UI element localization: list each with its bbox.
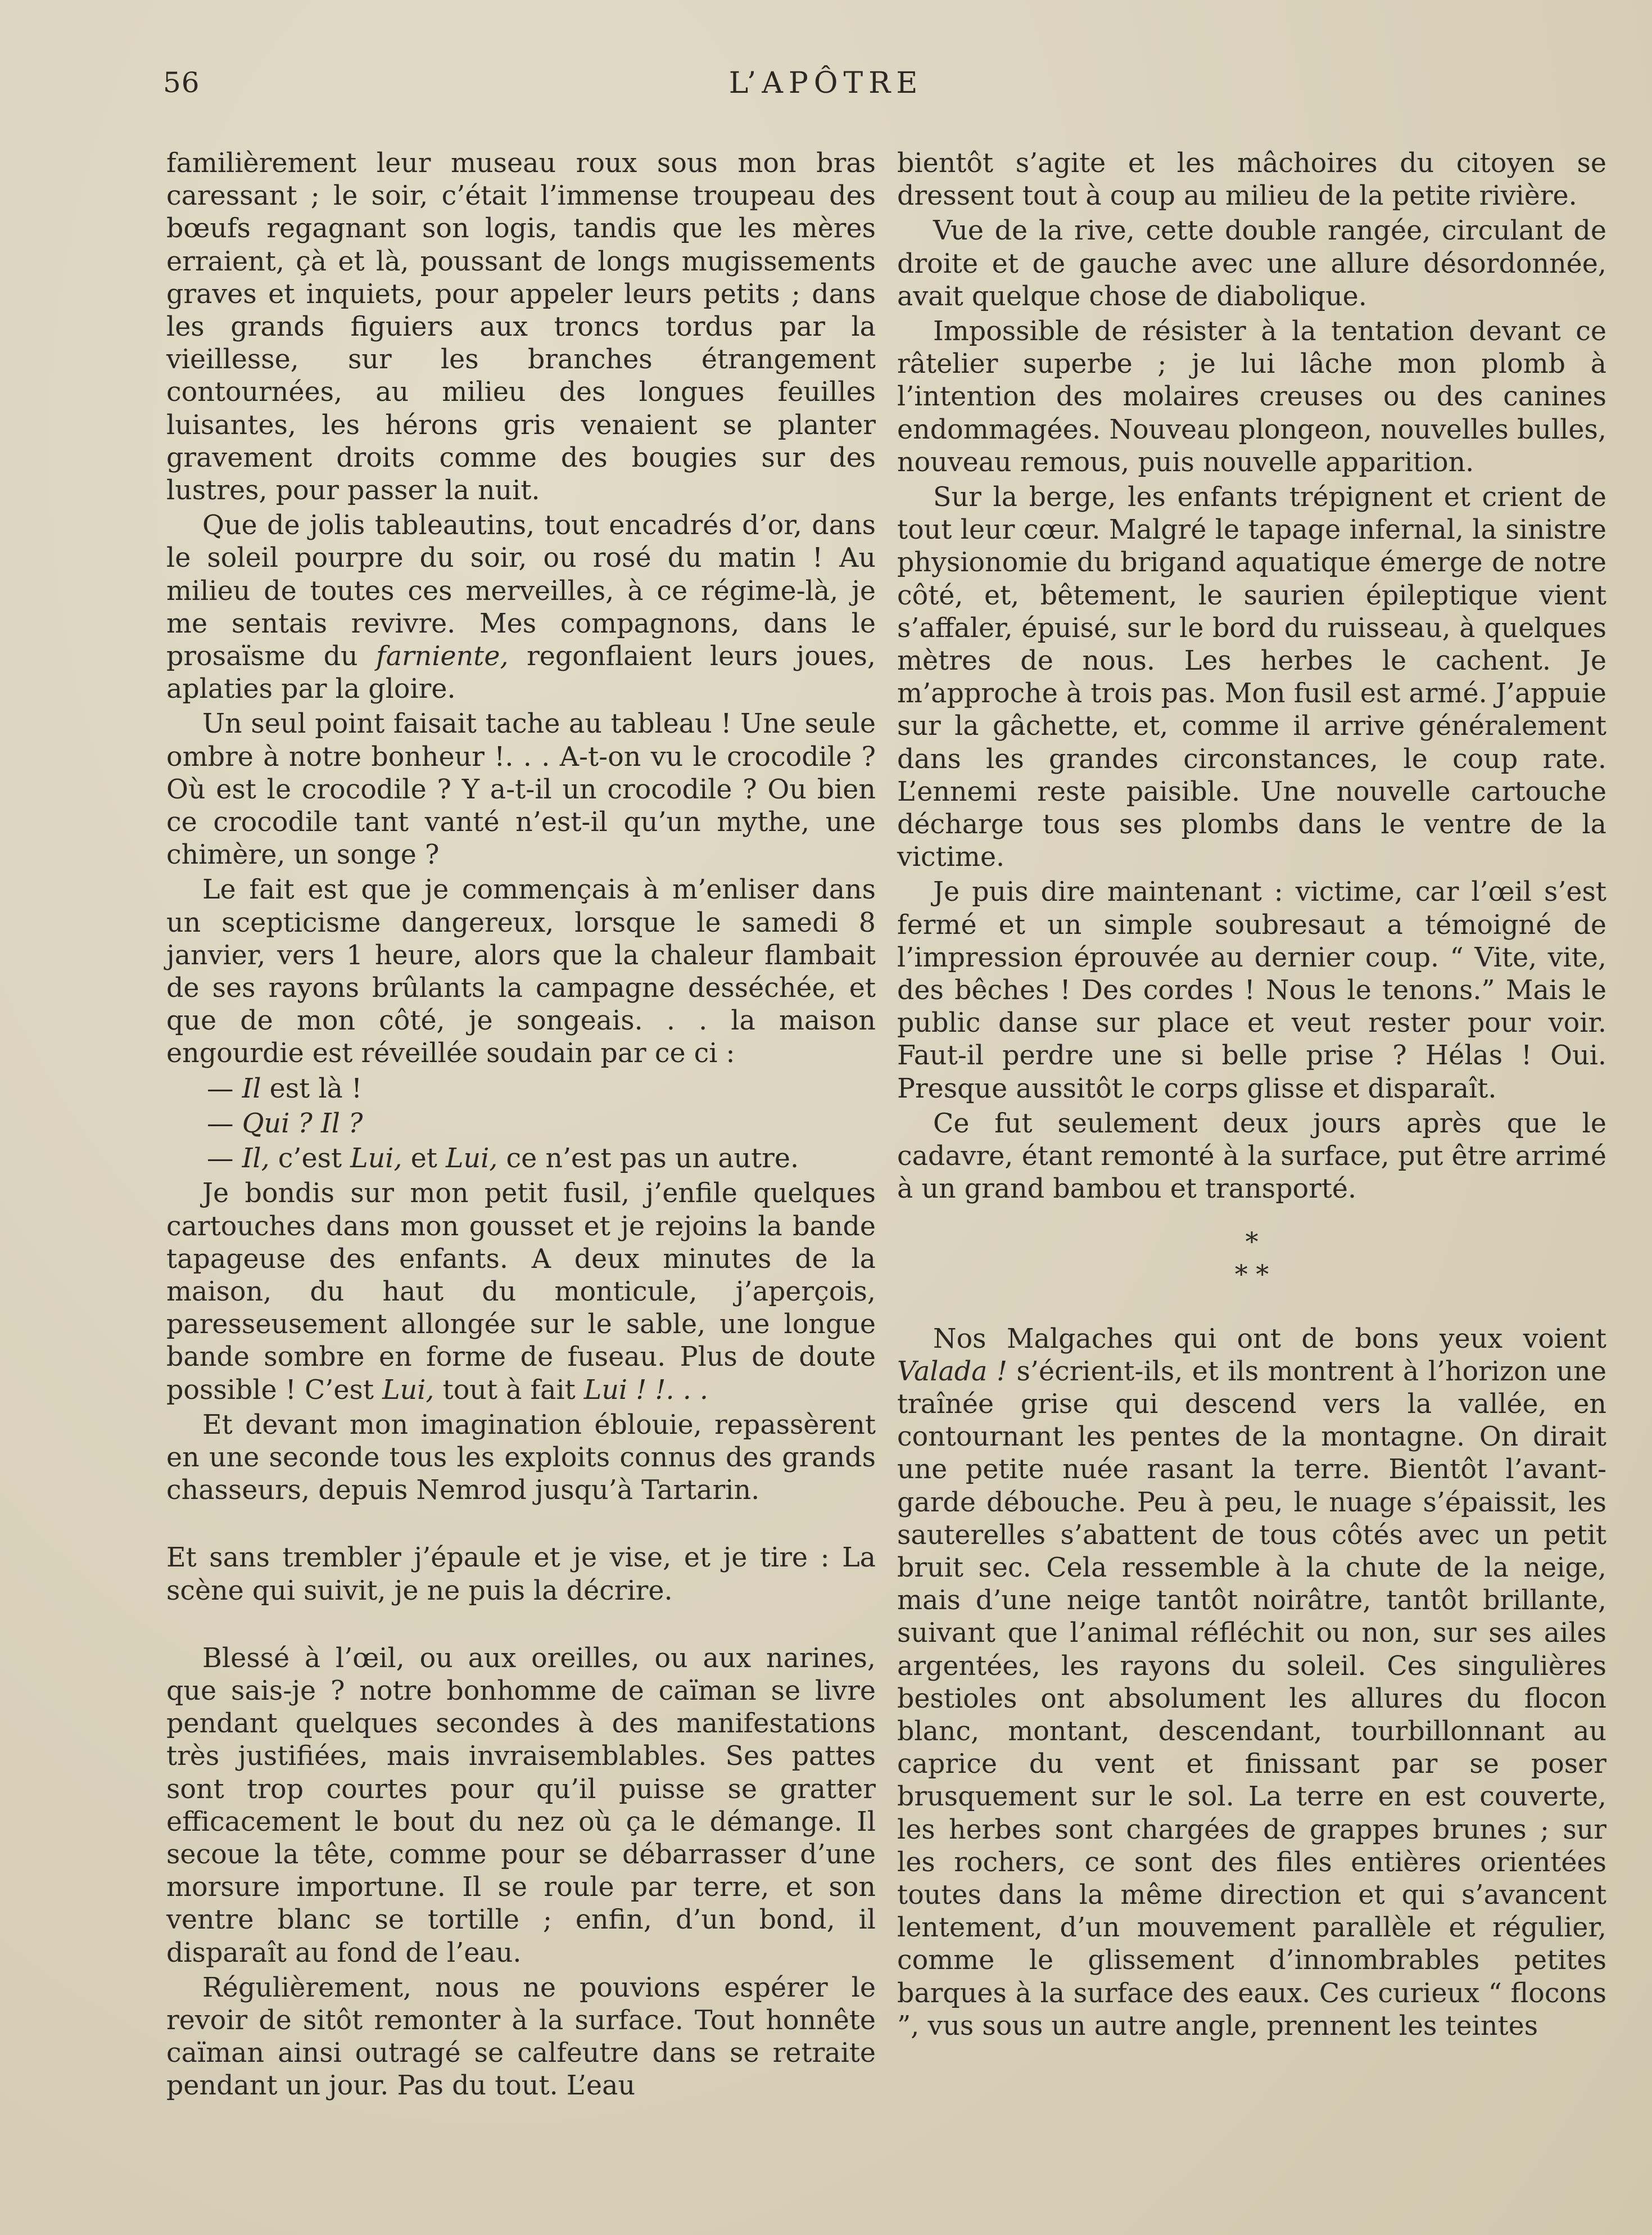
italic-term: Valada ! — [897, 1356, 1008, 1387]
paragraph: Vue de la rive, cette double rangée, circulant de droite et de gauche avec une allure désordonnée, avait quelque chose de diabolique. — [897, 215, 1606, 312]
paragraph: bientôt s’agite et les mâchoires du citoyen se dressent tout à coup au milieu de la petite rivière. — [897, 148, 1606, 212]
paragraph: Ce fut seulement deux jours après que le cadavre, étant remonté à la surface, put être arrimé à un grand bambou et transporté. — [897, 1108, 1606, 1205]
page-header — [0, 66, 1652, 117]
paragraph: Un seul point faisait tache au tableau ! Une seule ombre à notre bonheur !. . . A-t-on vu le crocodile ? Où est le crocodile ? Y a-t-il un crocodile ? Ou bien ce crocodile tant vanté n’est-il qu’un mythe, une chimère, un songe ? — [166, 708, 876, 871]
paragraph: Blessé à l’œil, ou aux oreilles, ou aux narines, que sais-je ? notre bonhomme de caïman se livre pendant quelques secondes à des manifestations très justifiées, mais invraisemblables. Ses pattes sont trop courtes pour qu’il puisse se gratter efficacement le bout du nez où ça le démange. Il secoue la tête, comme pour se débarrasser d’une morsure importune. Il se roule par terre, et son ventre blanc se tortille ; enfin, d’un bond, il disparaît au fond de l’eau. — [166, 1642, 876, 1968]
dialog-line: — Qui ? Il ? — [207, 1108, 363, 1139]
paragraph: Nos Malgaches qui ont de bons yeux voient Valada ! s’écrient-ils, et ils montrent à l’horizon une traînée grise qui descend vers la vallée, en contournant les pentes de la montagne. On dirait une petite nuée rasant la terre. Bientôt l’avant-garde débouche. Peu à peu, le nuage s’épaissit, les sauterelles s’abattent de tous côtés avec un petit bruit sec. Cela ressemble à la chute de la neige, mais d’une neige tantôt noirâtre, tantôt brillante, suivant que l’animal réfléchit ou non, sur ses ailes argentées, les rayons du soleil. Ces singulières bestioles ont absolument les allures du flocon blanc, montant, descendant, tourbillonnant au caprice du vent et finissant par se poser brusquement sur le sol. La terre en est couverte, les herbes sont chargées de grappes brunes ; sur les rochers, ce sont des files entières orientées toutes dans la même direction et qui s’avancent lentement, d’un mouvement parallèle et régulier, comme le glissement d’innombrables petites barques à la surface des eaux. Ces curieux “ flocons ”, vus sous un autre angle, prennent les teintes — [897, 1323, 1607, 2042]
section-separator: * * * — [1234, 1226, 1269, 1289]
paragraph: Sur la berge, les enfants trépignent et crient de tout leur cœur. Malgré le tapage infernal, la sinistre physionomie du brigand aquatique émerge de notre côté, et, bêtement, le saurien épileptique vient s’affaler, épuisé, sur le bord du ruisseau, à quelques mètres de nous. Les herbes le cachent. Je m’approche à trois pas. Mon fusil est armé. J’appuie sur la gâchette, et, comme il arrive généralement dans les grandes circonstances, le coup rate. L’ennemi reste paisible. Une nouvelle cartouche décharge tous ses plombs dans le ventre de la victime. — [897, 482, 1606, 873]
running-title: L’APÔTRE — [728, 66, 924, 100]
paragraph: Je puis dire maintenant : victime, car l’œil s’est fermé et un simple soubresaut a témoigné de l’impression éprouvée au dernier coup. “ Vite, vite, des bêches ! Des cordes ! Nous le tenons.” Mais le public danse sur place et veut rester pour voir. Faut-il perdre une si belle prise ? Hélas ! Oui. Presque aussitôt le corps glisse et disparaît. — [897, 877, 1606, 1104]
dialog-line: — Il, c’est Lui, et Lui, ce n’est pas un autre. — [207, 1143, 799, 1175]
paragraph: Impossible de résister à la tentation devant ce râtelier superbe ; je lui lâche mon plomb à l’intention des molaires creuses ou des canines endommagées. Nouveau plongeon, nouvelles bulles, nouveau remous, puis nouvelle apparition. — [897, 316, 1606, 478]
paragraph: Le fait est que je commençais à m’enliser dans un scepticisme dangereux, lorsque le samedi 8 janvier, vers 1 heure, alors que la chaleur flambait de ses rayons brûlants la campagne desséchée, et que de mon côté, je songeais. . . la maison engourdie est réveillée soudain par ce ci : — [166, 874, 876, 1069]
page-number: 56 — [163, 66, 200, 99]
paragraph: Régulièrement, nous ne pouvions espérer le revoir de sitôt remonter à la surface. Tout honnête caïman ainsi outragé se calfeutre dans se retraite pendant un jour. Pas du tout. L’eau — [166, 1972, 876, 2102]
paragraph: Et devant mon imagination éblouie, repassèrent en une seconde tous les exploits connus des grands chasseurs, depuis Nemrod jusqu’à Tartarin. — [166, 1409, 876, 1506]
paragraph: Que de jolis tableautins, tout encadrés d’or, dans le soleil pourpre du soir, ou rosé du matin ! Au milieu de toutes ces merveilles, à ce régime-là, je me sentais revivre. Mes compagnons, dans le prosaïsme du farniente, regonflaient leurs joues, aplaties par la gloire. — [166, 510, 876, 705]
paragraph: Je bondis sur mon petit fusil, j’enfile quelques cartouches dans mon gousset et je rejoins la bande tapageuse des enfants. A deux minutes de la maison, du haut du monticule, j’aperçois, paresseusement allongée sur le sable, une longue bande sombre en forme de fuseau. Plus de doute possible ! C’est Lui, tout à fait Lui ! !. . . — [166, 1178, 876, 1406]
dialog-line: — Il est là ! — [207, 1073, 363, 1104]
paragraph: familièrement leur museau roux sous mon bras caressant ; le soir, c’était l’immense troupeau des bœufs regagnant son logis, tandis que les mères erraient, çà et là, poussant de longs mugissements graves et inquiets, pour appeler leurs petits ; dans les grands figuiers aux troncs tordus par la vieillesse, sur les branches étrangement contournées, au milieu des longues feuilles luisantes, les hérons gris venaient se planter gravement droits comme des bougies sur des lustres, pour passer la nuit. — [166, 148, 876, 507]
italic-term: farniente, — [376, 641, 509, 672]
paragraph: Et sans trembler j’épaule et je vise, et je tire : La scène qui suivit, je ne puis la décrire. — [166, 1542, 876, 1606]
left-column — [166, 147, 876, 2105]
right-column — [897, 147, 1606, 2045]
